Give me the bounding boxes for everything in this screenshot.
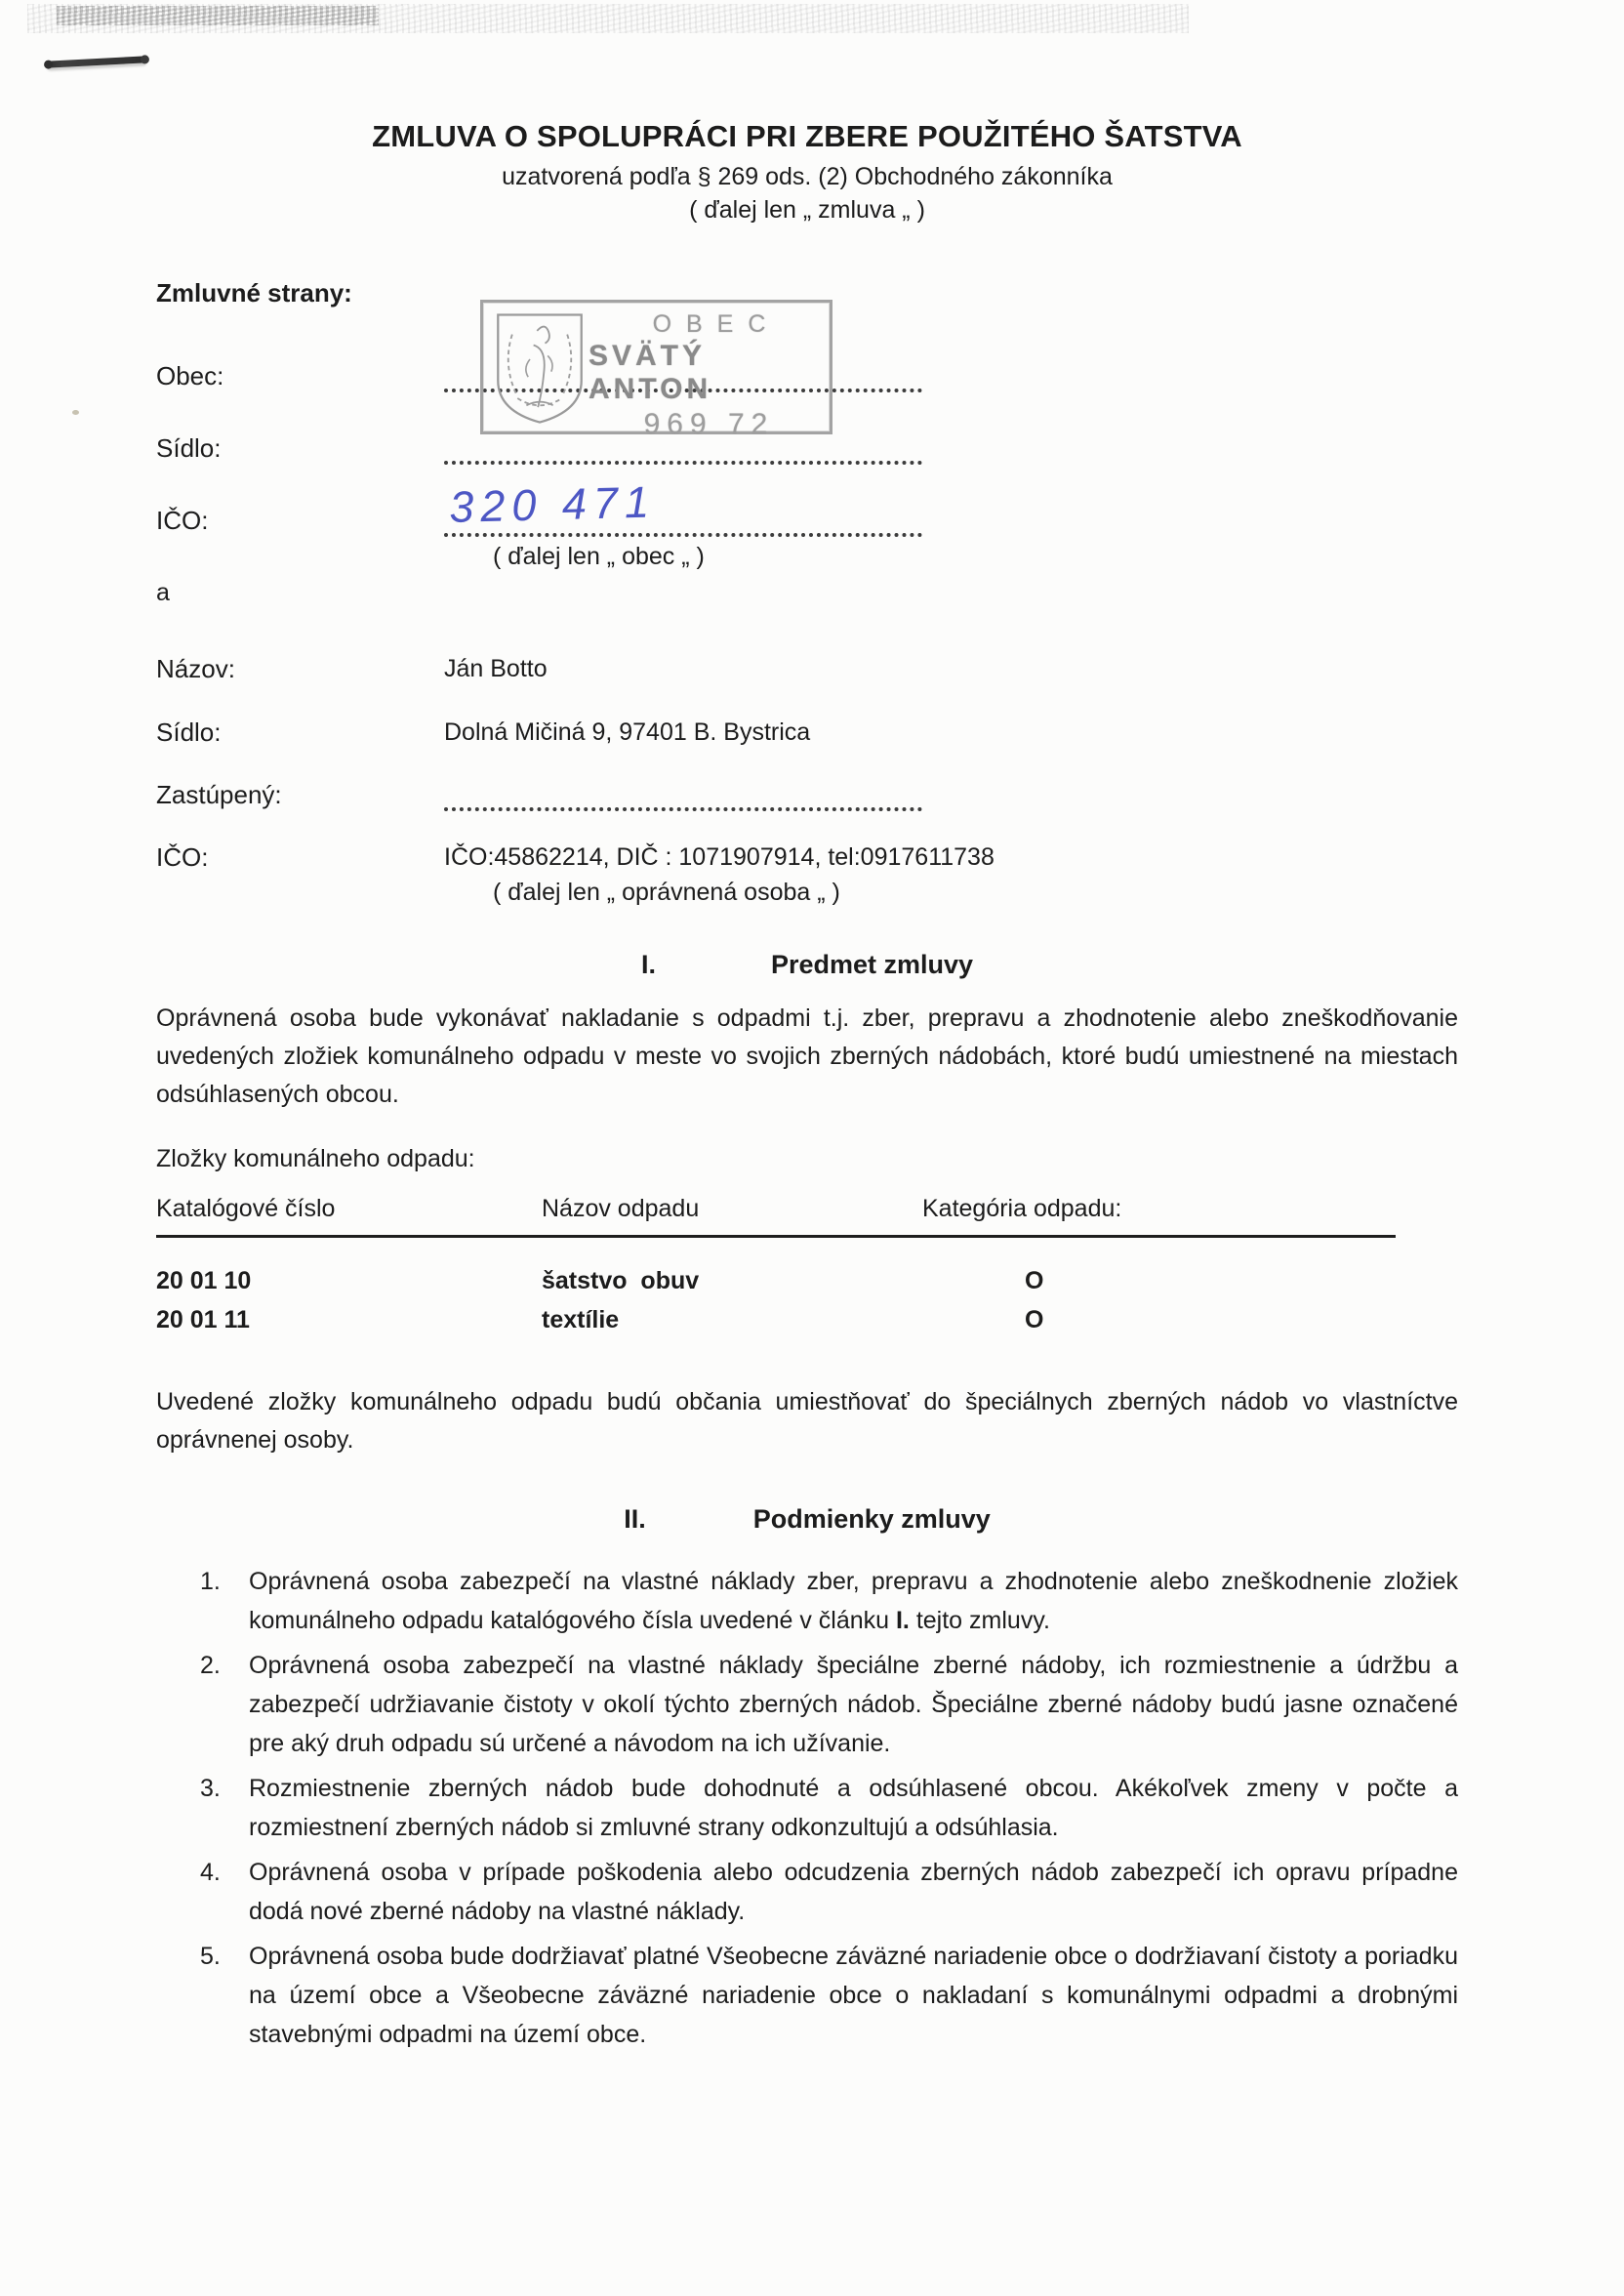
sidlo2-value: Dolná Mičiná 9, 97401 B. Bystrica bbox=[444, 718, 811, 746]
list-item-number: 3. bbox=[200, 1775, 221, 1802]
list-item-text: Rozmiestnenie zberných nádob bude dohodnuté a odsúhlasené obcou. Akékoľvek zmeny v počte a rozmiestnení zberných nádob si zmluvné strany odkonzultujú a odsúhlasia. bbox=[249, 1775, 1458, 1841]
table-intro: Zložky komunálneho odpadu: bbox=[156, 1145, 475, 1172]
list-item-text: Oprávnená osoba v prípade poškodenia alebo odcudzenia zberných nádob zabezpečí ich opravu prípadne dodá nové zberné nádoby na vlastné náklady. bbox=[249, 1859, 1458, 1925]
cell-category: O bbox=[1025, 1267, 1044, 1294]
municipality-stamp bbox=[480, 300, 832, 440]
subtitle-alias: ( ďalej len „ zmluva „ ) bbox=[689, 196, 925, 224]
conjunction-a: a bbox=[156, 579, 170, 606]
col-header-nazov-odpadu: Názov odpadu bbox=[542, 1195, 700, 1222]
field-row-zastupeny bbox=[156, 778, 1458, 811]
cell-name: textílie bbox=[542, 1306, 620, 1333]
cell-category: O bbox=[1025, 1306, 1044, 1333]
nazov-value: Ján Botto bbox=[444, 655, 548, 682]
section2-heading bbox=[156, 1504, 1458, 1535]
zastupeny-label: Zastúpený: bbox=[156, 780, 282, 809]
cell-code: 20 01 11 bbox=[156, 1306, 250, 1333]
list-item bbox=[156, 1646, 1458, 1763]
cell-name: šatstvo obuv bbox=[542, 1267, 700, 1294]
dotted-line-zastupeny bbox=[444, 782, 922, 811]
sidlo2-label: Sídlo: bbox=[156, 718, 222, 747]
col-header-kategoria-odpadu: Kategória odpadu: bbox=[922, 1195, 1122, 1222]
osoba-alias-note: ( ďalej len „ oprávnená osoba „ ) bbox=[493, 879, 840, 906]
ico-label: IČO: bbox=[156, 506, 209, 535]
conditions-list bbox=[156, 1562, 1458, 2054]
stamp-crest-icon bbox=[491, 308, 589, 430]
field-row-ico2 bbox=[156, 840, 1458, 874]
list-item-text bbox=[249, 1562, 1458, 1640]
page-title: ZMLUVA O SPOLUPRÁCI PRI ZBERE POUŽITÉHO ŠATSTVA bbox=[372, 119, 1242, 153]
stamp-line-svaty-anton: SVÄTÝ ANTON bbox=[589, 340, 712, 405]
item1-text-pre: Oprávnená osoba zabezpečí na vlastné náklady zber, prepravu a zhodnotenie alebo zneškodnenie zložiek komunálneho odpadu katalógového čísla uvedené v článku bbox=[249, 1568, 1458, 1634]
sidlo-label: Sídlo: bbox=[156, 433, 222, 463]
field-row-ico bbox=[156, 476, 1458, 537]
nazov-label: Názov: bbox=[156, 654, 235, 683]
section1-heading bbox=[156, 950, 1458, 980]
list-item-text: Oprávnená osoba zabezpečí na vlastné náklady špeciálne zberné nádoby, ich rozmiestnenie a údržbu a zabezpečí udržiavanie čistoty v okolí týchto zberných nádob. Špeciálne zberné nádoby budú jasne označené pre aký druh odpadu sú určené a návodom na ich užívanie. bbox=[249, 1652, 1458, 1757]
field-row-sidlo bbox=[156, 431, 1458, 465]
table-row bbox=[156, 1267, 1458, 1295]
list-item-number: 4. bbox=[200, 1859, 221, 1886]
section1-paragraph: Oprávnená osoba bude vykonávať nakladanie s odpadmi t.j. zber, prepravu a zhodnotenie alebo zneškodňovanie uvedených zložiek komunálneho odpadu v meste vo svojich zberných nádobách, ktoré budú umiestnené na miestach odsúhlasených obcou. bbox=[156, 1004, 1458, 1108]
list-item bbox=[156, 1937, 1458, 2054]
ico2-label: IČO: bbox=[156, 842, 209, 872]
obec-alias-note: ( ďalej len „ obec „ ) bbox=[493, 543, 705, 570]
section1-title: Predmet zmluvy bbox=[770, 950, 974, 979]
table-header-row bbox=[156, 1195, 1458, 1223]
table-rule bbox=[156, 1235, 1396, 1238]
stamp-line-obec: OBEC bbox=[652, 310, 781, 338]
cell-code: 20 01 10 bbox=[156, 1267, 252, 1294]
section1-number: I. bbox=[640, 950, 656, 979]
ico2-value: IČO:45862214, DIČ : 1071907914, tel:0917611738 bbox=[444, 843, 995, 871]
title-block bbox=[156, 119, 1458, 225]
col-header-katalogove-cislo: Katalógové číslo bbox=[156, 1195, 336, 1222]
list-item bbox=[156, 1769, 1458, 1847]
list-item-number: 1. bbox=[200, 1568, 221, 1595]
list-item bbox=[156, 1562, 1458, 1640]
list-item-number: 2. bbox=[200, 1652, 221, 1679]
list-item bbox=[156, 1853, 1458, 1931]
subtitle-law: uzatvorená podľa § 269 ods. (2) Obchodného zákonníka bbox=[502, 163, 1113, 190]
parties-heading: Zmluvné strany: bbox=[156, 278, 352, 308]
section1-paragraph2: Uvedené zložky komunálneho odpadu budú občania umiestňovať do špeciálnych zberných nádob vo vlastníctve oprávnenej osoby. bbox=[156, 1388, 1458, 1454]
stamp-text bbox=[589, 303, 830, 440]
item1-text-bold: I. bbox=[895, 1607, 910, 1634]
field-row-nazov bbox=[156, 652, 1458, 685]
section2-number: II. bbox=[624, 1504, 646, 1534]
table-row bbox=[156, 1306, 1458, 1334]
dotted-line-ico bbox=[444, 476, 922, 537]
item1-text-post: tejto zmluvy. bbox=[909, 1607, 1050, 1634]
obec-label: Obec: bbox=[156, 361, 224, 390]
stamp-line-psc: 969 72 bbox=[643, 408, 775, 440]
handwritten-ico-value: 320 471 bbox=[448, 476, 657, 533]
list-item-text: Oprávnená osoba bude dodržiavať platné Všeobecne záväzné nariadenie obce o dodržiavaní čistoty a poriadku na území obce a Všeobecne záväzné nariadenie obce o nakladaní s komunálnymi odpadmi a drobnými stavebnými odpadmi na území obce. bbox=[249, 1943, 1458, 2048]
list-item-number: 5. bbox=[200, 1943, 221, 1970]
section2-title: Podmienky zmluvy bbox=[752, 1504, 991, 1534]
field-row-sidlo2 bbox=[156, 716, 1458, 749]
